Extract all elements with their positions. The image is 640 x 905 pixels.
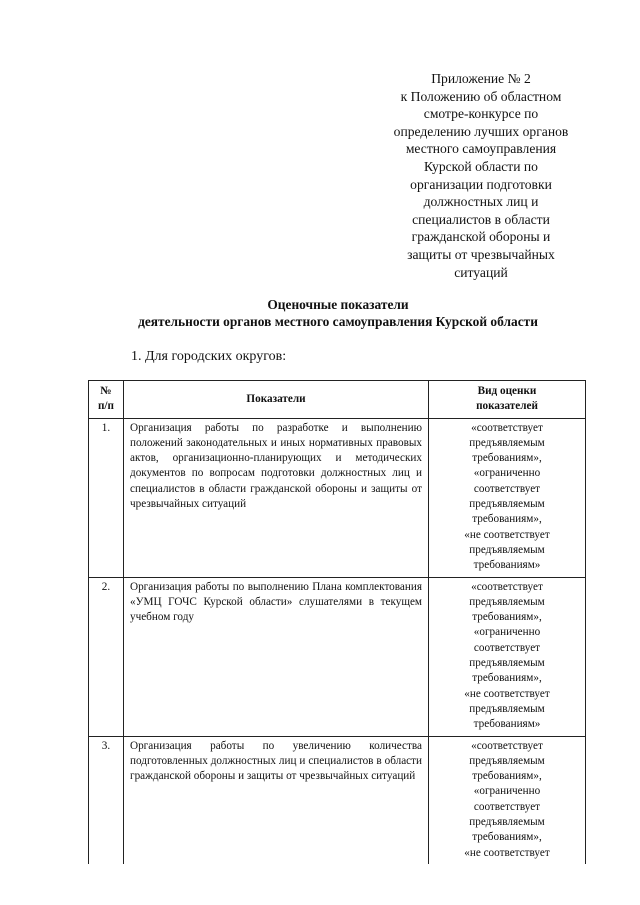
title-line-2: деятельности органов местного самоуправления Курской области — [138, 314, 538, 329]
evaluation-line: требованиям» — [473, 559, 541, 572]
evaluation-line: «соответствует — [471, 580, 543, 593]
evaluation-line: «соответствует — [471, 421, 543, 434]
evaluation-line: «не соответствует — [464, 846, 550, 859]
evaluation-line: предъявляемым — [469, 657, 545, 670]
appendix-line: Курской области по — [424, 158, 538, 174]
section-heading: 1. Для городских округов: — [131, 349, 287, 364]
title-line-1: Оценочные показатели — [267, 297, 409, 312]
evaluation-line: предъявляемым — [469, 543, 545, 556]
evaluation-line: требованиям», — [472, 452, 542, 465]
evaluation-line: предъявляемым — [469, 754, 545, 767]
header-number-line: п/п — [97, 400, 114, 413]
appendix-line: гражданской обороны и — [411, 229, 551, 245]
evaluation-line: «ограниченно — [473, 785, 541, 798]
evaluation-line: соответствует — [473, 482, 541, 495]
table-row — [89, 418, 586, 577]
table-row — [89, 577, 586, 736]
row-evaluation — [429, 418, 586, 577]
header-number-line: № — [100, 385, 112, 397]
evaluation-line: «не соответствует — [464, 528, 550, 541]
evaluation-line: соответствует — [473, 800, 541, 813]
appendix-line: защиты от чрезвычайных — [407, 246, 555, 262]
row-indicator: Организация работы по разработке и выполнению положений законодательных и иных нормативных правовых актов, организационно-планирующих и методических документов по вопросам подготовки должностных лиц и специалистов в области гражданской обороны и защиты от чрезвычайных ситуаций — [124, 418, 429, 577]
evaluation-line: требованиям», — [472, 831, 542, 844]
evaluation-line: требованиям», — [472, 611, 542, 624]
row-number: 2. — [89, 577, 124, 736]
appendix-line: к Положению об областном — [400, 88, 562, 104]
evaluation-line: предъявляемым — [469, 595, 545, 608]
appendix-line: Приложение № 2 — [431, 71, 531, 86]
appendix-line: определению лучших органов — [393, 123, 569, 139]
evaluation-line: требованиям», — [472, 513, 542, 526]
header-evaluation — [429, 381, 586, 419]
header-number — [89, 381, 124, 419]
header-evaluation-line: Вид оценки — [477, 385, 537, 397]
header-evaluation-line: показателей — [476, 400, 538, 413]
indicators-table — [88, 380, 586, 864]
appendix-block — [375, 70, 587, 281]
table-header-row — [89, 381, 586, 419]
row-indicator: Организация работы по увеличению количества подготовленных должностных лиц и специалистов в области гражданской обороны и защиты от чрезвычайных ситуаций — [124, 736, 429, 864]
evaluation-line: требованиям» — [473, 718, 541, 731]
evaluation-line: предъявляемым — [469, 498, 545, 511]
evaluation-line: предъявляемым — [469, 702, 545, 715]
appendix-line: ситуаций — [454, 264, 508, 280]
evaluation-line: соответствует — [473, 641, 541, 654]
row-number: 3. — [89, 736, 124, 864]
evaluation-line: предъявляемым — [469, 436, 545, 449]
evaluation-line: «не соответствует — [464, 687, 550, 700]
row-evaluation — [429, 736, 586, 864]
table-row — [89, 736, 586, 864]
evaluation-line: «соответствует — [471, 739, 543, 752]
evaluation-line: требованиям», — [472, 770, 542, 783]
appendix-line: специалистов в области — [412, 211, 550, 227]
evaluation-line: «ограниченно — [473, 626, 541, 639]
document-title — [60, 296, 616, 330]
appendix-line: организации подготовки — [410, 176, 552, 192]
evaluation-line: предъявляемым — [469, 816, 545, 829]
header-indicators: Показатели — [124, 381, 429, 419]
row-evaluation — [429, 577, 586, 736]
appendix-line: местного самоуправления — [405, 141, 557, 157]
appendix-line: смотре-конкурсе по — [423, 106, 539, 122]
appendix-line: должностных лиц и — [423, 194, 539, 210]
row-number: 1. — [89, 418, 124, 577]
evaluation-line: требованиям», — [472, 672, 542, 685]
row-indicator: Организация работы по выполнению Плана комплектования «УМЦ ГОЧС Курской области» слушателями в текущем учебном году — [124, 577, 429, 736]
evaluation-line: «ограниченно — [473, 467, 541, 480]
